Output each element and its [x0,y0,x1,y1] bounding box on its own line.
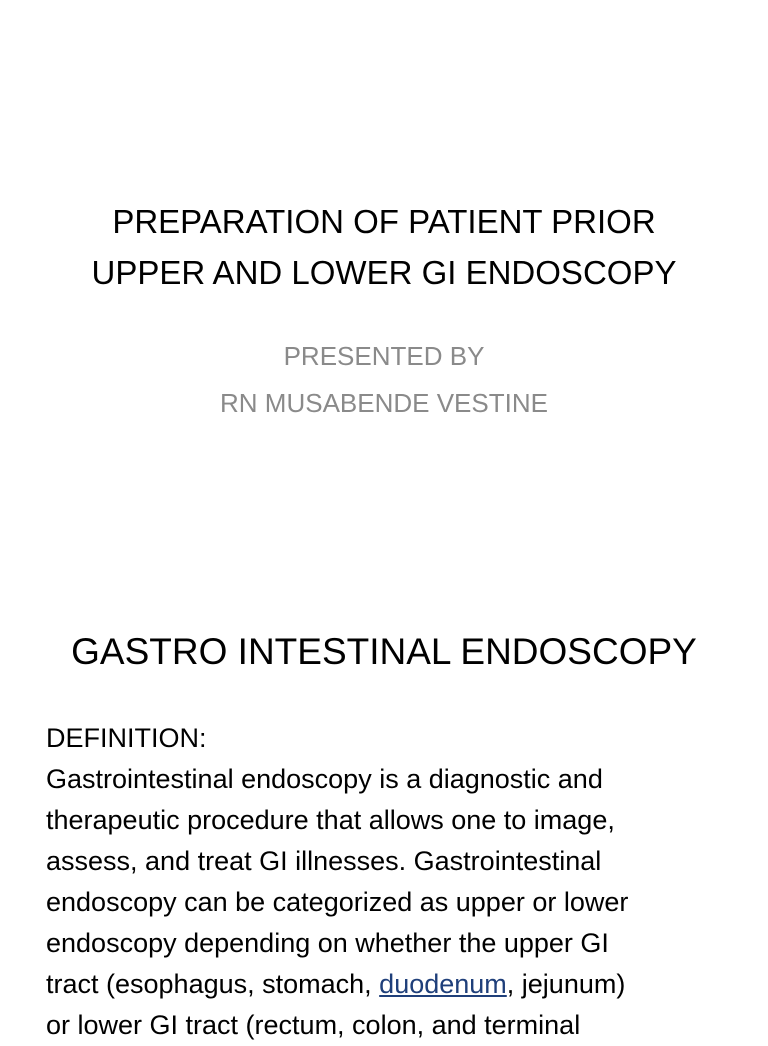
body-line: endoscopy can be categorized as upper or lower [46,887,629,917]
body-line: or lower GI tract (rectum, colon, and terminal [46,1010,581,1040]
subtitle-line: PRESENTED BY [283,341,485,371]
body-line: therapeutic procedure that allows one to image, [46,805,615,835]
presentation-title [0,196,768,298]
duodenum-link[interactable]: duodenum [379,969,507,999]
body-text: , jejunum) [506,969,626,999]
slide-body [46,718,746,1046]
presenter-subtitle [0,333,768,427]
body-text: tract (esophagus, stomach, [46,969,380,999]
body-line: assess, and treat GI illnesses. Gastrointestinal [46,846,602,876]
title-line: UPPER AND LOWER GI ENDOSCOPY [91,254,677,291]
body-line [46,964,746,1005]
definition-slide [0,576,768,1040]
body-line: Gastrointestinal endoscopy is a diagnostic and [46,764,603,794]
slide-title: GASTRO INTESTINAL ENDOSCOPY [71,631,697,672]
body-line: endoscopy depending on whether the upper GI [46,928,609,958]
subtitle-line: RN MUSABENDE VESTINE [220,388,548,418]
definition-label: DEFINITION: [46,723,207,753]
title-line: PREPARATION OF PATIENT PRIOR [112,203,656,240]
